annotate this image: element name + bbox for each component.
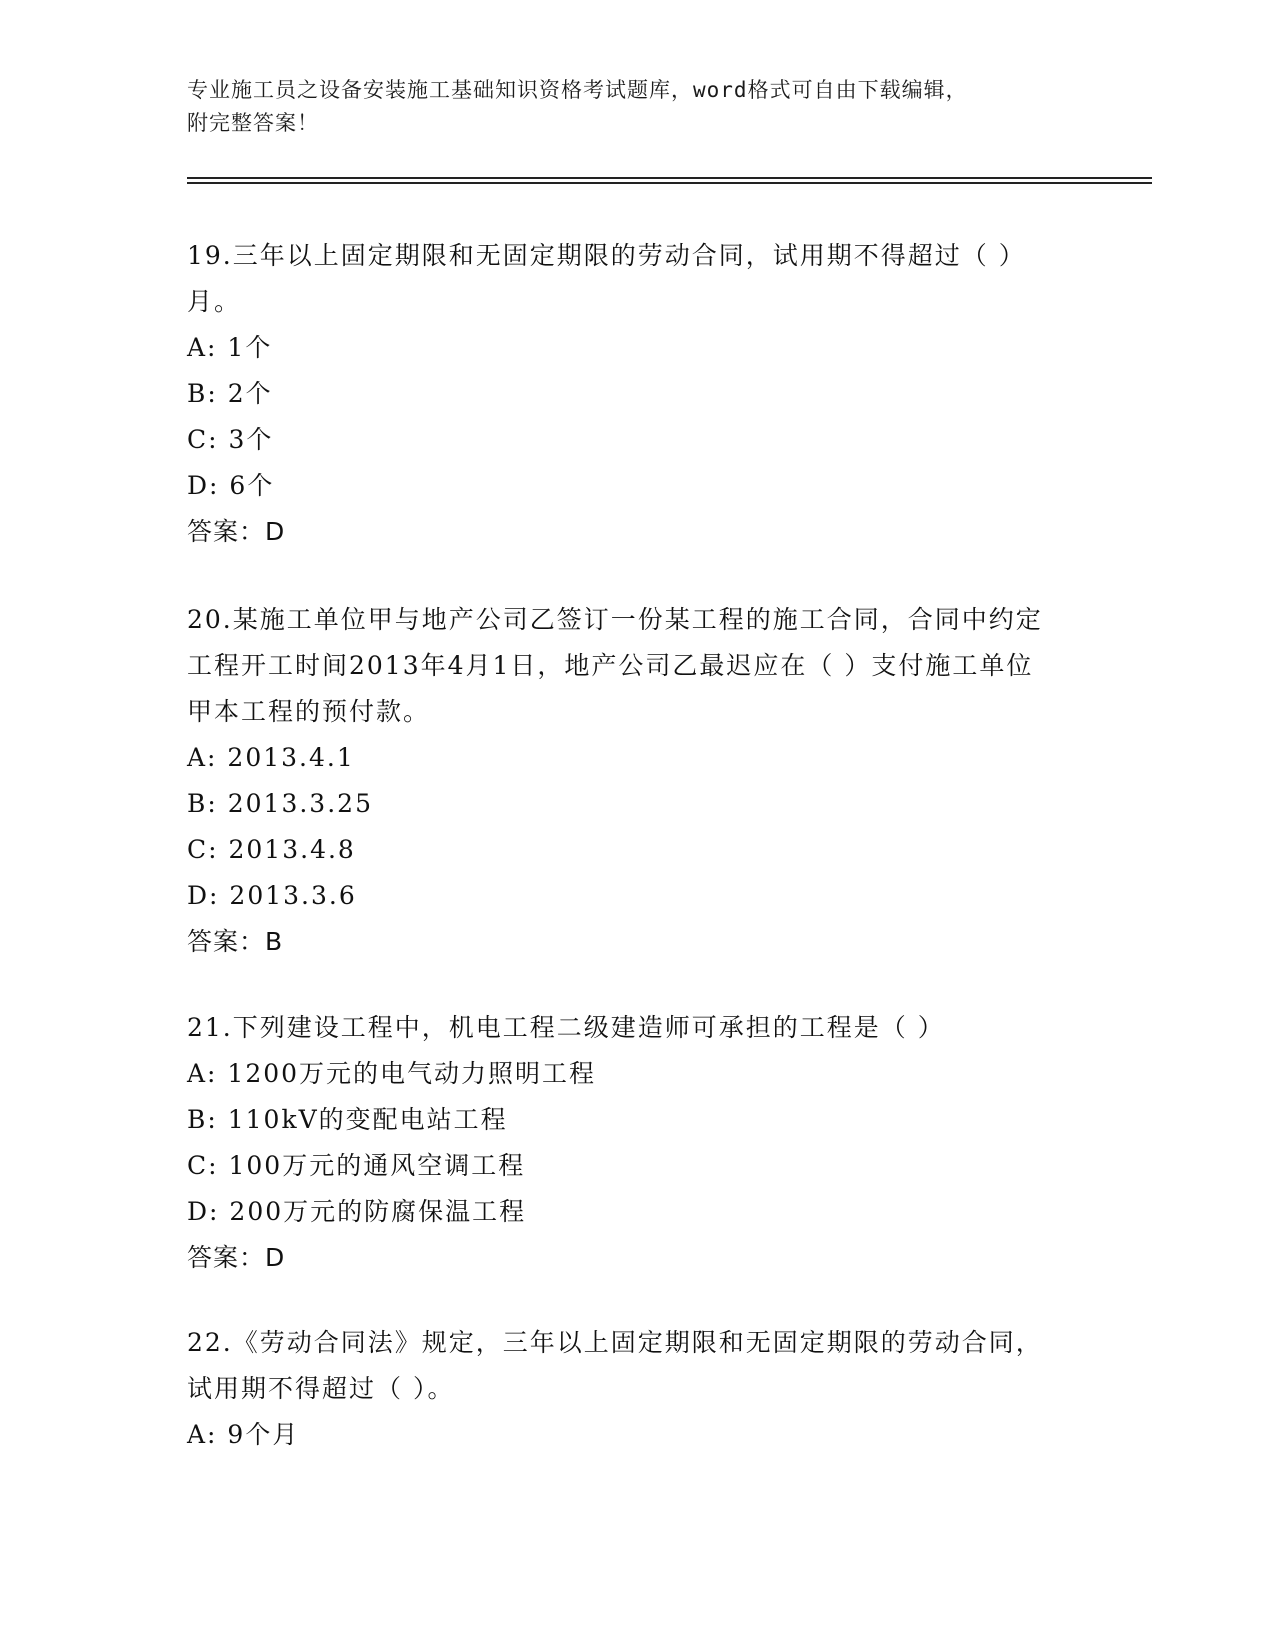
header-line-1: 专业施工员之设备安装施工基础知识资格考试题库，word格式可自由下载编辑，	[187, 78, 968, 102]
option-a: A: 1200万元的电气动力照明工程	[187, 1059, 597, 1088]
option-c: C: 3个	[187, 425, 274, 454]
option-d: D: 2013.3.6	[187, 881, 357, 910]
header-divider-top	[187, 177, 1152, 179]
answer-label: 答案：B	[187, 927, 284, 956]
option-c: C: 2013.4.8	[187, 835, 356, 864]
option-d: D: 200万元的防腐保温工程	[187, 1197, 527, 1226]
question-stem: 20.某施工单位甲与地产公司乙签订一份某工程的施工合同，合同中约定工程开工时间2013年4月1日，地产公司乙最迟应在（ ）支付施工单位甲本工程的预付款。	[187, 605, 1043, 726]
question-21	[187, 1005, 1067, 1281]
option-a: A: 1个	[187, 333, 273, 362]
option-b: B: 2个	[187, 379, 273, 408]
option-b: B: 2013.3.25	[187, 789, 373, 818]
question-22	[187, 1320, 1067, 1458]
header-line-2: 附完整答案！	[187, 111, 319, 135]
answer-label: 答案：D	[187, 1243, 286, 1272]
option-d: D: 6个	[187, 471, 275, 500]
option-a: A: 9个月	[187, 1420, 300, 1449]
question-19	[187, 233, 1067, 555]
header-divider-bottom	[187, 182, 1152, 184]
document-header-note	[187, 74, 1087, 140]
option-c: C: 100万元的通风空调工程	[187, 1151, 526, 1180]
question-stem: 19.三年以上固定期限和无固定期限的劳动合同，试用期不得超过（ ）月。	[187, 241, 1014, 316]
question-20	[187, 597, 1067, 965]
answer-label: 答案：D	[187, 517, 286, 546]
question-stem: 22.《劳动合同法》规定，三年以上固定期限和无固定期限的劳动合同，试用期不得超过（ ）。	[187, 1328, 1043, 1403]
option-b: B: 110kV的变配电站工程	[187, 1105, 508, 1134]
question-stem: 21.下列建设工程中，机电工程二级建造师可承担的工程是（ ）	[187, 1013, 945, 1042]
option-a: A: 2013.4.1	[187, 743, 355, 772]
